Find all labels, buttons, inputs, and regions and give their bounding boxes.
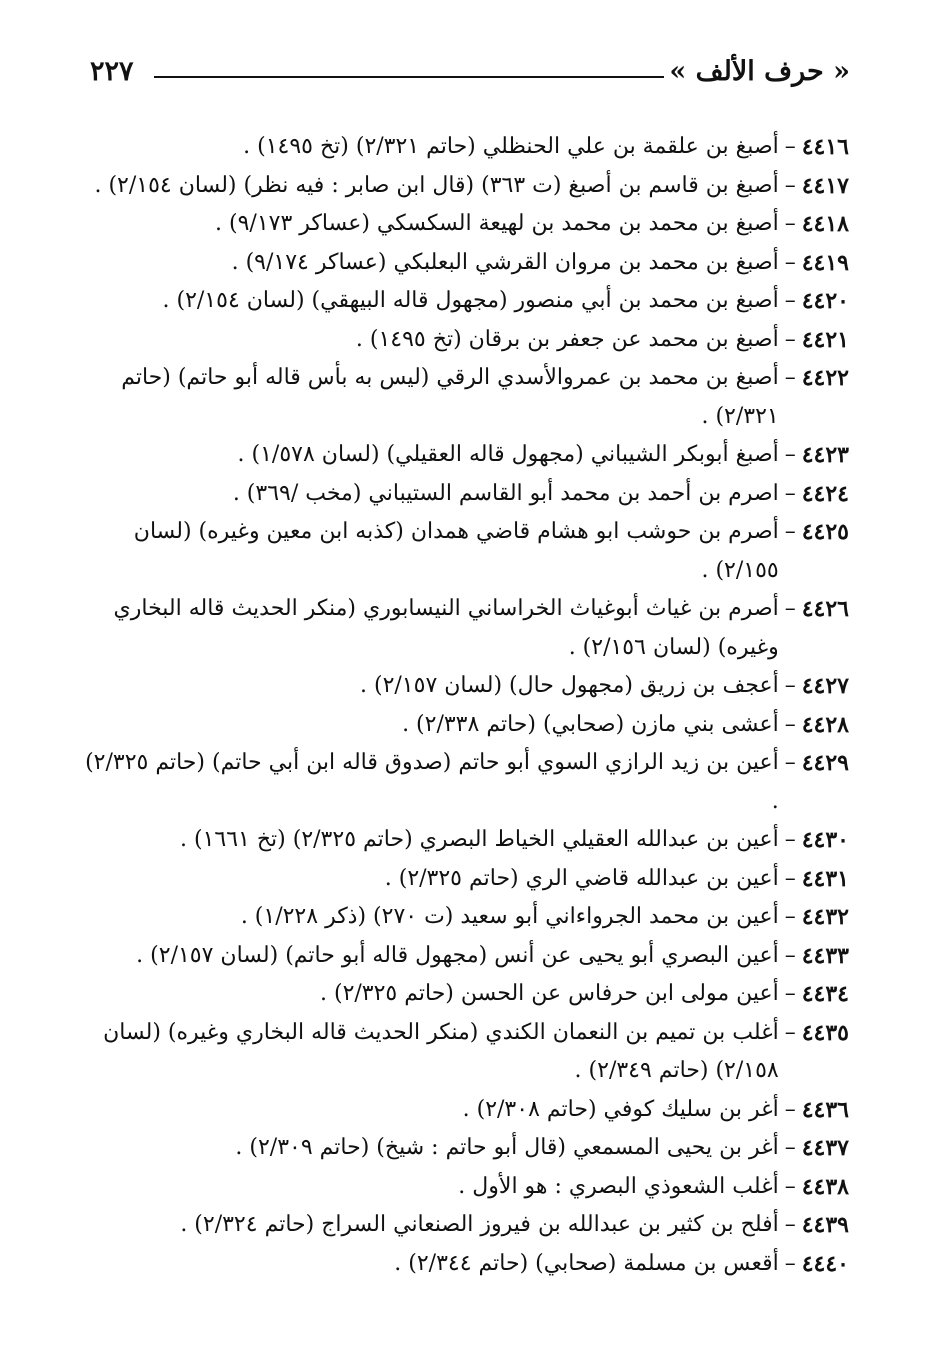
entry-number: ٤٤٣٨ (801, 1173, 849, 1200)
entry-dash: – (784, 750, 796, 775)
entry-dash: – (784, 134, 796, 159)
entry-number: ٤٤٣٩ (801, 1212, 849, 1238)
entry-number: ٤٤٢٦ (801, 596, 849, 622)
entry-text: أغلب الشعوذي البصري : هو الأول . (458, 1173, 779, 1199)
entry-dash: – (784, 942, 796, 968)
entry-text: أصرم بن حوشب ابو هشام قاضي همدان (كذبه ابن معين وغيره) (لسان ٢/١٥٥) . (133, 519, 779, 583)
entry-text: أصبغ بن محمد بن أبي منصور (مجهول قاله البيهقي) (لسان ٢/١٥٤) . (162, 288, 779, 313)
entry-dash: – (784, 249, 796, 275)
entry-number: ٤٤٣٤ (801, 981, 849, 1007)
entry-4438 (81, 1168, 849, 1207)
entry-number: ٤٤٢٨ (801, 711, 849, 738)
entry-number: ٤٤٣٢ (801, 904, 849, 930)
entry-number: ٤٤٢٥ (801, 519, 849, 545)
entry-text: أصبغ أبوبكر الشيباني (مجهول قاله العقيلي) (لسان ١/٥٧٨) . (237, 442, 779, 467)
entry-number: ٤٤٣٠ (801, 827, 849, 853)
entry-dash: – (784, 365, 796, 390)
entry-4419 (81, 244, 849, 283)
entry-text: أصبغ بن محمد بن عمروالأسدي الرقي (ليس به بأس قاله أبو حاتم) (حاتم ٢/٣٢١) . (121, 365, 779, 429)
entry-number: ٤٤٣٣ (801, 942, 849, 969)
entry-number: ٤٤١٨ (801, 211, 849, 237)
entry-dash: – (784, 211, 796, 236)
entry-4421 (81, 321, 849, 360)
entry-4423 (81, 436, 849, 475)
entry-dash: – (784, 326, 796, 352)
entry-number: ٤٤٢٢ (801, 365, 849, 391)
entry-text: أصبغ بن محمد بن محمد بن لهيعة السكسكي (عساكر ٩/١٧٣) . (215, 211, 779, 236)
entry-text: أعين بن محمد الجرواءاني أبو سعيد (ت ٢٧٠) (ذكر ١/٢٢٨) . (240, 904, 779, 929)
entry-number: ٤٤١٦ (801, 134, 849, 160)
entry-number: ٤٤٣٧ (801, 1135, 849, 1161)
entry-4440 (81, 1245, 849, 1284)
entry-text: أعين مولى ابن حرفاس عن الحسن (حاتم ٢/٣٢٥) . (319, 981, 779, 1006)
entry-text: أصبغ بن علقمة بن علي الحنظلي (حاتم ٢/٣٢١) (تخ ١٤٩٥) . (243, 134, 779, 159)
entry-4424 (81, 475, 849, 514)
entry-4425 (81, 513, 849, 590)
page-header (90, 56, 850, 92)
entry-number: ٤٤٤٠ (801, 1250, 849, 1277)
entry-number: ٤٤٢٣ (801, 442, 849, 468)
entry-text: أعشى بني مازن (صحابي) (حاتم ٢/٣٣٨) . (402, 711, 779, 737)
entry-4436 (81, 1091, 849, 1130)
entry-dash: – (784, 673, 796, 698)
entry-dash: – (784, 480, 796, 506)
entry-number: ٤٤١٧ (801, 172, 849, 199)
entry-text: أعين بن زيد الرازي السوي أبو حاتم (صدوق قاله ابن أبي حاتم) (حاتم ٢/٣٢٥) . (85, 750, 779, 814)
entry-text: أغر بن سليك كوفي (حاتم ٢/٣٠٨) . (462, 1096, 779, 1122)
running-head: « حرف الألف » (669, 56, 850, 87)
entry-number: ٤٤٣٦ (801, 1096, 849, 1123)
entry-4417 (81, 167, 849, 206)
entry-dash: – (784, 172, 796, 198)
entry-dash: – (784, 1135, 796, 1160)
entry-number: ٤٤٢٧ (801, 673, 849, 699)
entry-4435 (81, 1014, 849, 1091)
entry-text: أصبغ بن محمد عن جعفر بن برقان (تخ ١٤٩٥) . (355, 326, 779, 352)
entry-dash: – (784, 596, 796, 621)
entry-dash: – (784, 711, 796, 737)
entry-text: أعين بن عبدالله العقيلي الخياط البصري (حاتم ٢/٣٢٥) (تخ ١٦٦١) . (180, 827, 779, 852)
entry-number: ٤٤٢١ (801, 326, 849, 353)
entry-text: أصبغ بن قاسم بن أصبغ (ت ٣٦٣) (قال ابن صابر : فيه نظر) (لسان ٢/١٥٤) . (94, 172, 779, 198)
entry-dash: – (784, 827, 796, 852)
entry-text: أقعس بن مسلمة (صحابي) (حاتم ٢/٣٤٤) . (394, 1250, 779, 1276)
entry-4437 (81, 1129, 849, 1168)
entry-text: أصبغ بن محمد بن مروان القرشي البعلبكي (عساكر ٩/١٧٤) . (231, 249, 779, 275)
entry-4439 (81, 1206, 849, 1245)
entry-4427 (81, 667, 849, 706)
entry-dash: – (784, 1096, 796, 1122)
entry-number: ٤٤١٩ (801, 249, 849, 276)
entry-4420 (81, 282, 849, 321)
entry-text: أفلح بن كثير بن عبدالله بن فيروز الصنعاني السراج (حاتم ٢/٣٢٤) . (180, 1212, 779, 1237)
entry-dash: – (784, 865, 796, 891)
entry-number: ٤٤٢٠ (801, 288, 849, 314)
entry-dash: – (784, 1173, 796, 1199)
entry-dash: – (784, 1212, 796, 1237)
header-rule (154, 76, 664, 78)
entry-text: أصرم بن غياث أبوغياث الخراساني النيسابوري (منكر الحديث قاله البخاري وغيره) (لسان ٢/١٥٦) . (113, 596, 779, 660)
entry-dash: – (784, 519, 796, 544)
entry-dash: – (784, 904, 796, 929)
entry-4434 (81, 975, 849, 1014)
entry-4418 (81, 205, 849, 244)
entry-4426 (81, 590, 849, 667)
entry-dash: – (784, 1019, 796, 1045)
entry-4416 (81, 128, 849, 167)
entry-dash: – (784, 288, 796, 313)
entry-4431 (81, 860, 849, 899)
entry-text: أعين بن عبدالله قاضي الري (حاتم ٢/٣٢٥) . (384, 865, 779, 891)
entry-number: ٤٤٢٩ (801, 750, 849, 776)
entry-4422 (81, 359, 849, 436)
entry-number: ٤٤٣٥ (801, 1019, 849, 1046)
entry-list (81, 128, 849, 1283)
entry-dash: – (784, 442, 796, 467)
entry-text: اصرم بن أحمد بن محمد أبو القاسم الستيباني (مخب /٣٦٩) . (232, 480, 779, 506)
page-number: ٢٢٧ (90, 56, 134, 87)
entry-text: أغلب بن تميم بن النعمان الكندي (منكر الحديث قاله البخاري وغيره) (لسان ٢/١٥٨) (حاتم ٢/٣٤٩) . (103, 1019, 779, 1083)
entry-dash: – (784, 981, 796, 1006)
entry-dash: – (784, 1250, 796, 1276)
entry-text: أعين البصري أبو يحيى عن أنس (مجهول قاله أبو حاتم) (لسان ٢/١٥٧) . (136, 942, 779, 968)
entry-4430 (81, 821, 849, 860)
entry-number: ٤٤٢٤ (801, 480, 849, 507)
entry-number: ٤٤٣١ (801, 865, 849, 892)
entry-text: أعجف بن زريق (مجهول حال) (لسان ٢/١٥٧) . (360, 673, 779, 698)
entry-4429 (81, 744, 849, 821)
entry-text: أغر بن يحيى المسمعي (قال أبو حاتم : شيخ) (حاتم ٢/٣٠٩) . (235, 1135, 779, 1160)
entry-4428 (81, 706, 849, 745)
entry-4432 (81, 898, 849, 937)
entry-4433 (81, 937, 849, 976)
